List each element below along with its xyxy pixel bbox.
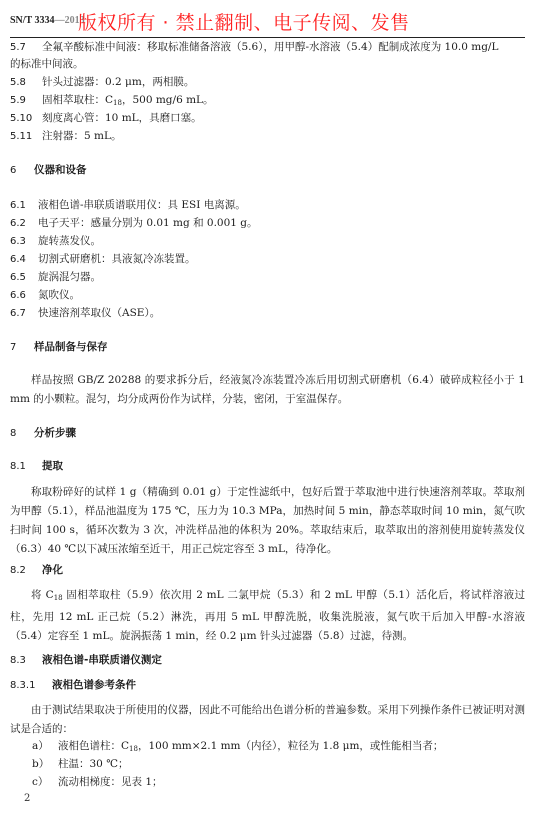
page-number: 2 [24,793,31,804]
section-8-3-1-heading [10,678,525,693]
clause-text: 快速溶剂萃取仪（ASE）。 [38,307,161,319]
section-title: 提取 [42,460,63,472]
clause-number: 5.7 [10,42,26,53]
section-number: 8.3.1 [10,680,36,691]
clause-number: 5.8 [10,77,26,88]
clause-6-3 [10,234,525,249]
condition-item-c [32,775,525,790]
clause-text: 针头过滤器：0.2 μm，两相膜。 [42,76,195,88]
standard-code-text: SN/T 3334 [10,15,55,26]
clause-text: 旋转蒸发仪。 [38,235,101,247]
section-title: 液相色谱参考条件 [52,679,136,691]
clause-number: 5.9 [10,95,26,106]
section-8-2-heading [10,563,525,578]
clause-number: 6.6 [10,290,26,301]
section-8-2-paragraph: 将 $C_{18}$ 固相萃取柱（5.9）依次用 2 mL 二氯甲烷（5.3）和 2 mL 甲醇（5.1）活化后，将试样溶液过柱，先用 12 mL 正己烷（5.2）淋洗，再用 5 mL 甲醇洗脱，收集洗脱液，氮气吹干后加入甲醇-水溶液（5.4）定容至 1 mL。旋涡振荡 1 min，经 0.2 μm 针头过滤器（5.8）过滤，待测。 [10,589,525,642]
clause-5-7 [10,40,525,55]
clause-6-6 [10,288,525,303]
clause-6-7 [10,306,525,321]
list-label: c） [32,776,49,788]
section-number: 7 [10,342,17,353]
section-8-heading [10,426,525,441]
clause-text: 切割式研磨机：具液氮冷冻装置。 [38,253,196,265]
condition-item-b [32,757,525,772]
clause-text: 氮吹仪。 [38,289,80,301]
clause-5-11 [10,129,525,144]
section-title: 净化 [42,564,63,576]
clause-text: 电子天平：感量分别为 0.01 mg 和 0.001 g。 [38,217,258,229]
list-label: b） [32,758,50,770]
clause-number: 5.11 [10,131,33,142]
section-number: 6 [10,165,17,176]
clause-text: 液相色谱-串联质谱联用仪：具 ESI 电离源。 [38,199,246,211]
section-number: 8.1 [10,461,26,472]
clause-text: 刻度离心管：10 mL，具磨口塞。 [42,112,202,124]
clause-5-8 [10,75,525,90]
section-8-1-heading [10,459,525,474]
standard-code [10,15,85,26]
section-title: 分析步骤 [34,427,76,439]
clause-6-2 [10,216,525,231]
clause-text: 固相萃取柱：$C_{18}$，500 mg/6 mL。 [42,94,214,107]
page-header [10,8,525,38]
clause-6-5 [10,270,525,285]
clause-text: 注射器：5 mL。 [42,130,122,142]
section-8-3-1-paragraph: 由于测试结果取决于所使用的仪器，因此不可能给出色谱分析的普遍参数。采用下列操作条件已被证明对测试是合适的： [10,704,525,735]
clause-text: 的标准中间液。 [10,58,84,70]
header-rule [10,37,525,38]
clause-number: 6.5 [10,272,26,283]
clause-number: 5.10 [10,113,33,124]
clause-number: 6.4 [10,254,26,265]
section-number: 8.2 [10,565,26,576]
section-title: 仪器和设备 [34,164,87,176]
section-title: 液相色谱-串联质谱仪测定 [42,654,162,666]
clause-5-9 [10,93,525,111]
section-6-heading [10,163,525,178]
section-number: 8.3 [10,655,26,666]
section-title: 样品制备与保存 [34,341,108,353]
list-label: a） [32,740,49,752]
section-8-3-heading [10,653,525,668]
list-text: 液相色谱柱：$C_{18}$，100 mm×2.1 mm（内径），粒径为 1.8 μm，或性能相当者； [58,740,444,753]
standard-code-year: —2013 [54,15,85,26]
clause-5-10 [10,111,525,126]
clause-number: 6.3 [10,236,26,247]
clause-5-7-cont [10,57,525,72]
clause-number: 6.2 [10,218,26,229]
section-7-paragraph: 样品按照 GB/Z 20288 的要求拆分后，经液氮冷冻装置冷冻后用切割式研磨机（6.4）破碎成粒径小于 1 mm 的小颗粒。混匀，均分成两份作为试样，分装，密闭，于室温保存。 [10,374,525,405]
section-7-heading [10,340,525,355]
section-number: 8 [10,428,17,439]
clause-number: 6.7 [10,308,26,319]
section-8-1-paragraph: 称取粉碎好的试样 1 g（精确到 0.01 g）于定性滤纸中，包好后置于萃取池中进行快速溶剂萃取。萃取剂为甲醇（5.1），样品池温度为 175 ℃，压力为 10.3 MPa，加热时间 5 min，静态萃取时间 10 min，氮气吹扫时间 100 s，循环次数为 3 次，冲洗样品池的体积为 20%。萃取结束后，取萃取出的溶剂使用旋转蒸发仪（6.3）40 ℃以下减压浓缩至近干，用正己烷定容至 3 mL，待净化。 [10,486,525,555]
list-text: 流动相梯度：见表 1； [58,776,163,788]
clause-text: 全氟辛酸标准中间液：移取标准储备溶液（5.6），用甲醇-水溶液（5.4）配制成浓度为 10.0 mg/L [42,41,499,53]
clause-6-4 [10,252,525,267]
condition-item-a [32,739,525,757]
clause-6-1 [10,198,525,213]
list-text: 柱温：30 ℃； [58,758,129,770]
clause-text: 旋涡混匀器。 [38,271,101,283]
clause-number: 6.1 [10,200,26,211]
copyright-watermark: 版权所有 · 禁止翻制、电子传阅、发售 [78,12,410,34]
